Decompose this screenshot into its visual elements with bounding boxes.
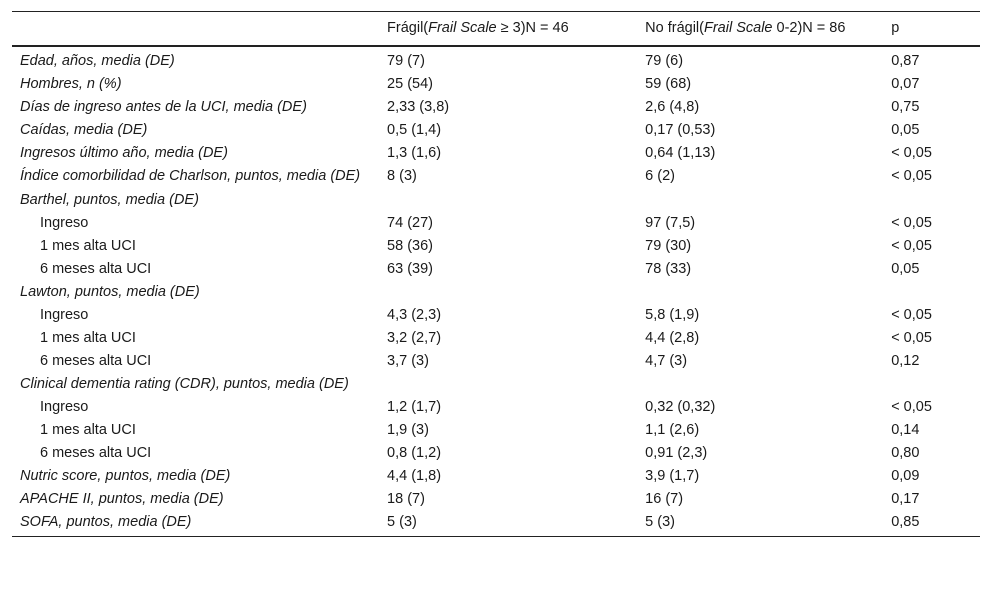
table-row xyxy=(12,96,980,119)
row-label: Ingreso xyxy=(40,215,89,231)
table-row xyxy=(12,46,980,73)
table-row xyxy=(12,442,980,465)
cell-p: 0,09 xyxy=(891,468,920,484)
cell-nonfrail: 0,91 (2,3) xyxy=(645,445,708,461)
section-label: Barthel, puntos, media (DE) xyxy=(20,192,199,208)
header-nonfrail-scale: Frail Scale xyxy=(703,20,773,36)
row-label: SOFA, puntos, media (DE) xyxy=(12,511,379,537)
cell-nonfrail: 16 (7) xyxy=(645,491,684,507)
table-row xyxy=(12,258,980,281)
cell-frail: 0,8 (1,2) xyxy=(387,445,442,461)
row-label: Ingresos último año, media (DE) xyxy=(20,145,228,161)
table-header xyxy=(12,12,980,47)
cell-p: 0,75 xyxy=(891,99,920,115)
cell-nonfrail xyxy=(637,281,883,304)
cell-p: < 0,05 xyxy=(891,168,932,184)
header-p-value: p xyxy=(883,12,980,47)
cell-p: 0,05 xyxy=(891,122,920,138)
cell-p: < 0,05 xyxy=(891,238,932,254)
cell-frail: 1,2 (1,7) xyxy=(387,399,442,415)
cell-p: < 0,05 xyxy=(891,145,932,161)
cell-p: < 0,05 xyxy=(891,215,932,231)
header-frail-post: ≥ 3)N = 46 xyxy=(496,20,569,36)
cell-nonfrail: 0,32 (0,32) xyxy=(645,399,716,415)
header-frail-scale: Frail Scale xyxy=(428,20,497,36)
cell-frail: 79 (7) xyxy=(387,53,425,69)
header-nonfrail-post: 0-2)N = 86 xyxy=(772,20,846,36)
cell-frail: 8 (3) xyxy=(387,168,417,184)
table-row xyxy=(12,142,980,165)
cell-frail: 1,3 (1,6) xyxy=(387,145,442,161)
table-row xyxy=(12,165,980,189)
header-variable xyxy=(12,12,379,47)
row-label: Caídas, media (DE) xyxy=(20,122,148,138)
cell-nonfrail: 0,17 (0,53) xyxy=(645,122,716,138)
cell-nonfrail xyxy=(637,189,883,212)
cell-frail xyxy=(379,281,637,304)
cell-p: 0,85 xyxy=(883,511,980,537)
row-label: Días de ingreso antes de la UCI, media (DE) xyxy=(20,99,307,115)
cell-p: 0,12 xyxy=(891,353,920,369)
cell-frail: 2,33 (3,8) xyxy=(387,99,450,115)
cell-frail: 0,5 (1,4) xyxy=(387,122,442,138)
cell-nonfrail: 4,4 (2,8) xyxy=(645,330,700,346)
cell-nonfrail: 79 (30) xyxy=(645,238,692,254)
cell-nonfrail: 79 (6) xyxy=(645,53,684,69)
cell-nonfrail: 3,9 (1,7) xyxy=(645,468,700,484)
cell-frail xyxy=(379,189,637,212)
cell-nonfrail: 4,7 (3) xyxy=(645,353,688,369)
cell-p: < 0,05 xyxy=(891,330,932,346)
cell-frail: 58 (36) xyxy=(387,238,433,254)
cell-frail: 1,9 (3) xyxy=(387,422,429,438)
row-label: Índice comorbilidad de Charlson, puntos, media (DE) xyxy=(20,168,361,184)
comparison-table xyxy=(12,11,980,537)
table-body xyxy=(12,46,980,537)
table-row xyxy=(12,396,980,419)
cell-frail: 25 (54) xyxy=(387,76,433,92)
header-nonfrail-pre: No frágil( xyxy=(645,20,704,36)
table-row xyxy=(12,235,980,258)
cell-nonfrail: 2,6 (4,8) xyxy=(645,99,700,115)
row-label: 6 meses alta UCI xyxy=(40,353,152,369)
row-label: 1 mes alta UCI xyxy=(40,238,136,254)
cell-nonfrail xyxy=(637,373,883,396)
row-label: APACHE II, puntos, media (DE) xyxy=(20,491,224,507)
cell-frail xyxy=(379,373,637,396)
cell-p: 0,80 xyxy=(891,445,920,461)
cell-nonfrail: 5 (3) xyxy=(637,511,883,537)
cell-nonfrail: 59 (68) xyxy=(645,76,692,92)
cell-nonfrail: 1,1 (2,6) xyxy=(645,422,700,438)
cell-frail: 5 (3) xyxy=(379,511,637,537)
row-label: 1 mes alta UCI xyxy=(40,330,136,346)
cell-p xyxy=(883,189,980,212)
cell-frail: 3,2 (2,7) xyxy=(387,330,442,346)
table-row xyxy=(12,73,980,96)
row-label: 6 meses alta UCI xyxy=(40,261,152,277)
header-frail-pre: Frágil( xyxy=(387,20,429,36)
row-label: 1 mes alta UCI xyxy=(40,422,136,438)
header-row xyxy=(12,12,980,47)
cell-frail: 18 (7) xyxy=(387,491,425,507)
cell-nonfrail: 97 (7,5) xyxy=(645,215,696,231)
table-row xyxy=(12,465,980,488)
table-row xyxy=(12,488,980,511)
cell-nonfrail: 5,8 (1,9) xyxy=(645,307,700,323)
cell-p xyxy=(883,373,980,396)
table-row xyxy=(12,350,980,373)
cell-nonfrail: 0,64 (1,13) xyxy=(645,145,716,161)
cell-nonfrail: 6 (2) xyxy=(645,168,675,184)
header-nonfrail xyxy=(637,12,883,47)
cell-frail: 4,4 (1,8) xyxy=(387,468,442,484)
table-section-row xyxy=(12,281,980,304)
cell-p: 0,14 xyxy=(891,422,920,438)
row-label: Edad, años, media (DE) xyxy=(20,53,175,69)
table-row xyxy=(12,511,980,537)
table-row xyxy=(12,304,980,327)
table-row xyxy=(12,327,980,350)
cell-p: < 0,05 xyxy=(891,307,932,323)
table-row xyxy=(12,212,980,235)
cell-frail: 4,3 (2,3) xyxy=(387,307,442,323)
cell-frail: 63 (39) xyxy=(387,261,433,277)
table-row xyxy=(12,119,980,142)
data-table-container xyxy=(12,11,980,537)
row-label: Hombres, n (%) xyxy=(20,76,122,92)
cell-p: 0,87 xyxy=(891,53,920,69)
cell-p: < 0,05 xyxy=(891,399,932,415)
cell-frail: 3,7 (3) xyxy=(387,353,429,369)
section-label: Lawton, puntos, media (DE) xyxy=(20,284,200,300)
row-label: 6 meses alta UCI xyxy=(40,445,152,461)
table-section-row xyxy=(12,373,980,396)
row-label: Ingreso xyxy=(40,399,89,415)
section-label: Clinical dementia rating (CDR), puntos, media (DE) xyxy=(20,376,349,392)
table-section-row xyxy=(12,189,980,212)
cell-p: 0,07 xyxy=(891,76,920,92)
row-label: Ingreso xyxy=(40,307,89,323)
cell-p: 0,05 xyxy=(891,261,920,277)
cell-frail: 74 (27) xyxy=(387,215,433,231)
row-label: Nutric score, puntos, media (DE) xyxy=(20,468,231,484)
cell-p xyxy=(883,281,980,304)
header-frail xyxy=(379,12,637,47)
table-row xyxy=(12,419,980,442)
cell-p: 0,17 xyxy=(891,491,920,507)
cell-nonfrail: 78 (33) xyxy=(645,261,692,277)
